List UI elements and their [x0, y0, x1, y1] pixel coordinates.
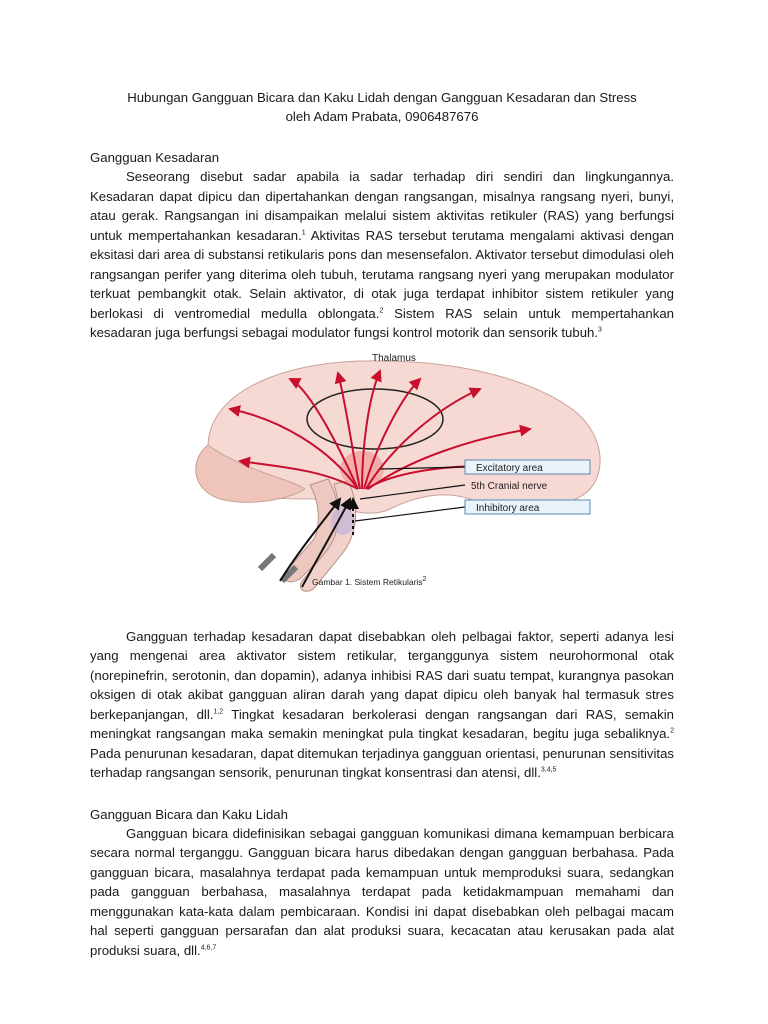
paragraph-kesadaran-1 [90, 167, 674, 343]
reticular-system-figure [90, 349, 674, 601]
caption-text: Gambar 1. Sistem Retikularis [312, 576, 423, 587]
para-text: Gangguan bicara didefinisikan sebagai gangguan komunikasi dimana kemampuan berbicara secara normal terganggu. Gangguan bicara harus dibedakan dengan gangguan berbahasa. Pada gangguan bicara, masalahnya terdapat pada kemampuan untuk memproduksi suara, sedangkan pada gangguan berbahasa, masalahnya terdapat pada ketidakmampuan memahami dan menggunakan kata-kata dalam pembicaraan. Kondisi ini dapat disebabkan oleh pelbagai macam hal seperti gangguan persarafan dan alat produksi suara, kecacatan atau kerusakan pada alat produksi suara, dll. [90, 825, 674, 958]
para-text: Pada penurunan kesadaran, dapat ditemukan terjadinya gangguan orientasi, penurunan sensitivitas terhadap rangsangan sensorik, penurunan tingkat konsentrasi dan atensi, dll. [90, 745, 674, 780]
citation: 2 [422, 575, 427, 583]
para-text: Seseorang disebut sadar apabila ia sadar terhadap diri sendiri dan lingkungannya. Kesadaran dapat dipicu dan dipertahankan dengan rangsangan, misalnya rangsang nyeri, bunyi, atau gerak. Rangsangan ini disampaikan melalui sistem aktivitas retikuler (RAS) yang berfungsi untuk mempertahankan kesadaran. [90, 169, 674, 243]
cranial-nerve-label: 5th Cranial nerve [471, 480, 548, 492]
citation: 2 [379, 307, 384, 315]
document-page [90, 88, 674, 960]
para-text: Tingkat kesadaran berkolerasi dengan rangsangan dari RAS, semakin meningkat rangsangan maka semakin meningkat pula tingkat kesadaran, begitu juga sebaliknya. [90, 706, 674, 741]
document-title [90, 88, 674, 126]
section-heading-kesadaran: Gangguan Kesadaran [90, 150, 220, 165]
figure-caption [312, 577, 426, 587]
paragraph-kesadaran-2 [90, 627, 674, 783]
citation: 1 [301, 229, 306, 237]
citation: 1,2 [213, 708, 224, 716]
brain-diagram [90, 349, 674, 601]
paragraph-bicara-1 [90, 824, 674, 961]
section-heading-bicara: Gangguan Bicara dan Kaku Lidah [90, 806, 288, 822]
inhibitory-label: Inhibitory area [476, 502, 540, 514]
para-text: Aktivitas RAS tersebut terutama mengalami aktivasi dengan eksitasi dari area di substansi retikularis pons dan mesensefalon. Aktivator tersebut dimodulasi oleh rangsangan perifer yang diterima oleh tubuh, terutama rangsang nyeri yang merupakan modulator terkuat pembangkit otak. Selain aktivator, di otak juga terdapat inhibitor sistem retikuler yang berlokasi di ventromedial medulla oblongata. [90, 227, 674, 321]
title-line-1: Hubungan Gangguan Bicara dan Kaku Lidah dengan Gangguan Kesadaran dan Stress [127, 90, 637, 105]
citation: 3 [598, 326, 602, 334]
para-text: Gangguan terhadap kesadaran dapat disebabkan oleh pelbagai faktor, seperti adanya lesi yang mengenai area aktivator sistem retikular, terganggunya sistem neurohormonal otak (norepinefrin, serotonin, dan dopamin), adanya inhibisi RAS dari suatu tempat, kurangnya pasokan oksigen di otak akibat gangguan aliran darah yang dapat dipicu oleh banyak hal termasuk stres berkepanjangan, dll. [90, 628, 674, 722]
citation: 2 [670, 727, 674, 735]
excitatory-label: Excitatory area [476, 462, 543, 474]
citation: 3,4,5 [540, 766, 557, 774]
citation: 4,6,7 [200, 944, 217, 952]
para-text: Sistem RAS selain untuk mempertahankan kesadaran juga berfungsi sebagai modulator fungsi kontrol motorik dan sensorik tubuh. [90, 305, 674, 340]
author-line: oleh Adam Prabata, 0906487676 [285, 109, 479, 124]
thalamus-label: Thalamus [372, 352, 416, 364]
